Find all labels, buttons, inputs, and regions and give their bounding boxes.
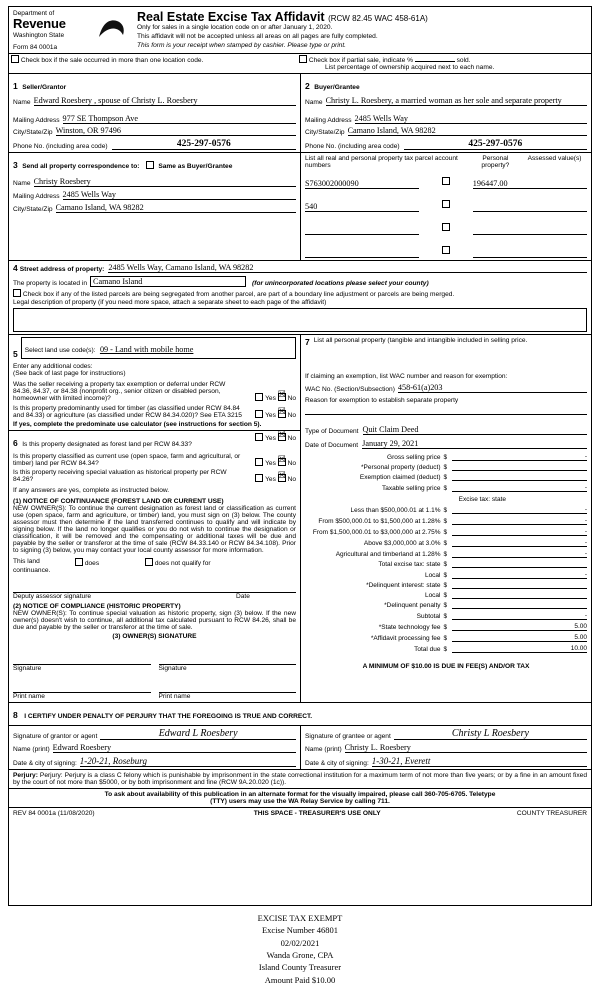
grantee-signature-value[interactable]: Christy L Roesbery (394, 728, 587, 740)
section5-number: 5 (13, 349, 18, 360)
same-as-buyer-checkbox[interactable] (146, 161, 154, 169)
legal-description-label: Legal description of property (if you need more space, attach a separate sheet to each page of the affidavit) (13, 299, 327, 307)
stamp-line-1: EXCISE TAX EXEMPT (257, 913, 343, 923)
section-1-seller (9, 74, 300, 152)
affidavit-form (8, 6, 592, 906)
owner-signature-field-2[interactable] (159, 652, 297, 665)
deputy-assessor-signature-label: Deputy assessor signature (13, 593, 92, 601)
section2-number: 2 (305, 81, 310, 92)
sections-5-7 (9, 335, 591, 702)
wac-number-label: WAC No. (Section/Subsection) (305, 386, 395, 394)
forest-land-question: Is this property designated as forest land per RCW 84.33? (22, 441, 192, 449)
section1-number: 1 (13, 81, 18, 92)
section-8: 8 I CERTIFY UNDER PENALTY OF PERJURY THAT THE FOREGOING IS TRUE AND CORRECT. Signature of grantor or agent Edward L Roesbery Name (print) Edward Roesbery Date & city of signing: 1-20-21, Roseburg Signature of grantee or agent Christy L Roesbery Name (print) Christy L. Roesbery Date & city of signing: 1-30-21, Everett Perjury: Perjury: Perjury is a class C felony which is punishable by imprisonment in the state correctional institution for a maximum term of not more than five years; or by a fine in an amount fixed by the court of not more than $5000, or by both imprisonment and fine (RCW 9A.20.020 (1c)). To ask about availability of this publication in an alternate format for the visually impaired, please call 360-705-6705. Teletype (TTY) users may use the WA Relay Service by calling 711. REV 84 0001a (11/08/2020) THIS SPACE - TREASURER'S USE ONLY COUNTY TREASURER (9, 702, 591, 819)
header-sub2: This affidavit will not be accepted unless all areas on all pages are fully completed. (137, 32, 378, 40)
table-row: *Delinquent penalty $ (305, 602, 587, 609)
table-row (305, 240, 587, 258)
ada-notice-line2: (TTY) users may use the WA Relay Service by calling 711. (210, 798, 390, 806)
stamp-line-3: 02/02/2021 (280, 937, 320, 948)
q2-no-checkbox[interactable] (278, 410, 286, 418)
ada-notice-line1: To ask about availability of this publication in an alternate format for the visually impaired, please call 360-705-6705. Teletype (104, 791, 496, 799)
additional-codes-note: (See back of last page for instructions) (13, 370, 126, 378)
grantor-date-label: Date & city of signing: (13, 760, 77, 768)
corr-mail-label: Mailing Address (13, 193, 60, 201)
table-row: Above $3,000,000 at 3.0% $ - (363, 539, 587, 548)
amount-value[interactable] (452, 598, 588, 599)
located-in-note: (for unincorporated locations please select your county) (252, 280, 429, 288)
assessed-value[interactable] (473, 211, 587, 212)
buyer-mail-label: Mailing Address (305, 117, 352, 125)
table-row (305, 217, 587, 235)
seller-phone-label: Phone No. (including area code) (13, 143, 108, 151)
title-citation: (RCW 82.45 WAC 458-61A) (328, 14, 428, 23)
grantee-print-label: Name (print) (305, 746, 342, 754)
amount-value[interactable]: - (452, 484, 588, 492)
historic-question: Is this property receiving special valuation as historical property per RCW 84.26? (13, 469, 227, 484)
grantor-print-label: Name (print) (13, 746, 50, 754)
dept-line3: Washington State (13, 32, 65, 40)
section-6: 6 Is this property designated as forest land per RCW 84.33? Yes ☒ No Is this property classified as current use (open space, farm and agricultural, or timber) land per RCW 84.34? Yes ☒ No Is this property receiving special valuation as historical property per RCW 84.26? Yes ☒ No If any answers are yes, complete as instructed below. (1) NOTICE OF CONTINUANCE (FOREST LAND OR CURRENT USE) NEW OWNER(S): To continue the current designation as forest land or classification as current use (open space, farm and agriculture, or timber) land, you must sign on (3) below. The county assessor must then determine if the land transferred continues to qualify and will indicate by signing below. If the land no longer qualifies or you do not wish to continue the designation or classification, it will be removed and the compensating or additional taxes will be due and payable by the seller or transferor at the time of sale (RCW 84.33.140 or RCW 84.34.108). Prior to signing (3) below, you may contact your local county assessor for more information. This land does does not qualify for continuance. Deputy assessor signature Date (2) NOTICE OF COMPLIANCE (HISTORIC PROPERTY) NEW OWNER(S): To continue special valuation as historic property, sign (3) below. If the new owner(s) doesn't wish to continue, all additional tax calculated pursuant to RCW 84.26, shall be due and payable by the seller or transferor at the time of sale. (3) OWNER(S) SIGNATURE Signature Signature Print name Print name (9, 431, 300, 702)
doc-date-label: Date of Document (305, 442, 359, 450)
seller-name-value[interactable]: Edward Roesbery , spouse of Christy L. Roesbery (34, 96, 296, 106)
table-row: Total excise tax: state $ (305, 561, 587, 568)
table-row: *State technology fee $ 5.00 (378, 623, 587, 632)
doc-type-value[interactable]: Quit Claim Deed (363, 425, 587, 435)
sections-1-2 (9, 74, 591, 153)
dept-line2: Revenue (13, 16, 66, 32)
exemption-reason-label: Reason for exemption to establish separate property (305, 397, 459, 405)
wac-number-value[interactable]: 458-61(a)203 (398, 383, 587, 393)
amount-value[interactable]: - (452, 612, 588, 620)
amount-value[interactable] (452, 608, 588, 609)
q1-no-checkbox[interactable] (278, 393, 286, 401)
buyer-name-value[interactable]: Christy L. Roesbery, a married woman as her sole and separate property (326, 96, 587, 106)
street-address-label: Street address of property: (19, 266, 105, 274)
parcel-number[interactable] (305, 234, 419, 235)
current-use-question: Is this property classified as current use (open space, farm and agricultural, or timber) land per RCW 84.34? (13, 453, 241, 468)
form-number: Form 84 0001a (13, 43, 58, 51)
amount-value[interactable]: 10.00 (452, 645, 588, 653)
land-use-label: Select land use code(s): (24, 347, 96, 355)
does-checkbox[interactable] (75, 558, 83, 566)
land-use-value[interactable]: 09 - Land with mobile home (99, 345, 194, 355)
exemption-claim-label: If claiming an exemption, list WAC number and reason for exemption: (305, 373, 508, 381)
table-row: From $1,500,000.01 to $3,000,000 at 2.75% $ - (312, 528, 587, 537)
grantor-date-value[interactable]: 1-20-21, Roseburg (80, 756, 296, 767)
buyer-phone-value[interactable]: 425-297-0576 (404, 139, 587, 150)
owner-print-label-1: Print name (13, 693, 45, 701)
section4-number: 4 (13, 263, 18, 274)
owner-signature-field-1[interactable] (13, 652, 151, 665)
multi-location-label: Check box if the sale occurred in more than one location code. (20, 57, 204, 65)
section6-number: 6 (13, 438, 18, 449)
seller-mail-label: Mailing Address (13, 117, 60, 125)
section1-title: Seller/Grantor (22, 84, 67, 92)
corr-city-value[interactable]: Camano Island, WA 98282 (56, 203, 296, 213)
owners-signature-title: (3) OWNER(S) SIGNATURE (112, 633, 197, 641)
page-title: Real Estate Excise Tax Affidavit (RCW 82.45 WAC 458-61A) (137, 10, 428, 24)
buyer-name-label: Name (305, 99, 323, 107)
same-as-buyer-label: Same as Buyer/Grantee (158, 163, 233, 171)
buyer-city-label: City/State/Zip (305, 129, 345, 137)
deputy-assessor-signature-field[interactable] (13, 580, 296, 593)
section-3 (9, 153, 591, 261)
header-sub3: This form is your receipt when stamped by cashier. Please type or print. (137, 41, 347, 49)
assessed-value[interactable] (473, 234, 587, 235)
section3-parcels (300, 153, 591, 260)
s6q3-no-checkbox[interactable] (278, 474, 286, 482)
grantor-signature-value[interactable]: Edward L Roesbery (100, 728, 296, 740)
buyer-phone-label: Phone No. (including area code) (305, 143, 400, 151)
notice-continuance-title: (1) NOTICE OF CONTINUANCE (FOREST LAND OR CURRENT USE) (13, 498, 224, 506)
table-row: Local $ - (424, 571, 587, 580)
owner-signature-label-2: Signature (158, 665, 187, 673)
amount-value[interactable] (452, 567, 588, 568)
amount-value[interactable] (452, 588, 588, 589)
s6q2-yes-checkbox[interactable] (255, 458, 263, 466)
partial-sale-tail: sold. (456, 57, 471, 65)
top-check-bar (9, 54, 591, 74)
table-row: From $500,000.01 to $1,500,000 at 1.28% $ - (318, 517, 587, 526)
segregation-label: Check box if any of the listed parcels are being segregated from another parcel, are part of a boundary line adjustment or parcels are being merged. (22, 291, 455, 299)
timber-question: Is this property predominantly used for timber (as classified under RCW 84.84 and 84.33) or agriculture (as classified under RCW 84.34.020)? See ETA 3215 (13, 405, 242, 420)
parcel-rows (305, 171, 587, 258)
revision-number: REV 84 0001a (11/08/2020) (13, 810, 95, 818)
amount-value[interactable]: - (452, 539, 588, 547)
q2-yes-checkbox[interactable] (255, 410, 263, 418)
treasurer-stamp (0, 912, 600, 986)
section3-left (9, 153, 300, 260)
personal-property-header: Personal property? (481, 155, 510, 170)
seller-city-label: City/State/Zip (13, 129, 53, 137)
assessed-value-header: Assessed value(s) (527, 155, 582, 163)
multi-location-checkbox[interactable] (11, 55, 19, 63)
if-yes-note: If any answers are yes, complete as instructed below. (13, 487, 170, 495)
grantee-date-label: Date & city of signing: (305, 760, 369, 768)
table-row: Less than $500,000.01 at 1.1% $ - (350, 506, 587, 515)
dept-line1: Department of (13, 10, 55, 17)
section3-title: Send all property correspondence to: (22, 163, 140, 171)
legal-description-box[interactable] (13, 308, 587, 332)
tax-calculation-table (305, 453, 587, 653)
table-row: *Affidavit processing fee $ 5.00 (370, 634, 587, 643)
s6q1-no-checkbox[interactable] (278, 433, 286, 441)
grantor-print-value[interactable]: Edward Roesbery (53, 743, 296, 753)
owner-print-field-1[interactable] (13, 680, 151, 693)
owner-print-field-2[interactable] (159, 680, 297, 693)
doc-date-value[interactable]: January 29, 2021 (362, 439, 587, 449)
agency-logo (13, 10, 131, 51)
amount-value[interactable]: - (452, 506, 588, 514)
notice-compliance-title: (2) NOTICE OF COMPLIANCE (HISTORIC PROPERTY) (13, 603, 181, 611)
table-row (305, 171, 587, 189)
amount-value[interactable]: - (452, 550, 588, 558)
owner-print-label-2: Print name (158, 693, 191, 701)
grantor-signature-label: Signature of grantor or agent (13, 733, 98, 741)
section-2-buyer (300, 74, 591, 152)
ownership-note: List percentage of ownership acquired next to each name. (325, 64, 495, 72)
partial-sale-checkbox[interactable] (299, 55, 307, 63)
left-column (9, 335, 300, 702)
exemption-question: Was the seller receiving a property tax exemption or deferral under RCW 84.36, 84.37, or 84.38 (nonprofit org., senior citizen or disabled person, homeowner with limited income)? (13, 381, 226, 403)
partial-sale-label: Check box if partial sale, indicate % (308, 57, 413, 65)
this-land-label: This land (13, 558, 40, 566)
stamp-line-5: Island County Treasurer (258, 962, 342, 973)
table-row: Agricultural and timberland at 1.28% $ - (335, 550, 587, 559)
assessed-value[interactable]: 196447.00 (473, 179, 587, 189)
treasurer-space-label: THIS SPACE - TREASURER'S USE ONLY (253, 810, 381, 818)
seller-name-label: Name (13, 99, 31, 107)
amount-value[interactable]: - (452, 517, 588, 525)
table-row: Subtotal $ - (416, 612, 587, 621)
located-in-label: The property is located in (13, 280, 88, 288)
personal-property-checkbox[interactable] (442, 200, 450, 208)
certify-statement: I CERTIFY UNDER PENALTY OF PERJURY THAT THE FOREGOING IS TRUE AND CORRECT. (24, 713, 313, 721)
grantee-signature-label: Signature of grantee or agent (305, 733, 391, 741)
owner-signature-label-1: Signature (13, 665, 42, 673)
notice-continuance-body: NEW OWNER(S): To continue the current designation as forest land or classification as current use (open space, farm and agriculture, or timber) land, you must sign on (3) below. The county assessor must then determine if the land transferred continues to qualify and will indicate by signing below. If the land no longer qualifies or you do not wish to continue the designation or classification, it will be removed and the compensating or additional taxes will be due and payable by the seller or transferor at the time of sale (RCW 84.33.140 or RCW 84.34.108). Prior to signing (3) below, you may contact your local county assessor for more information. (13, 505, 296, 555)
exemption-reason-field[interactable] (305, 404, 587, 415)
buyer-mail-value[interactable]: 2485 Wells Way (355, 114, 587, 124)
stamp-line-6: Amount Paid $10.00 (264, 974, 336, 985)
personal-property-checkbox[interactable] (442, 246, 450, 254)
perjury-statement: Perjury: Perjury is a class C felony which is punishable by imprisonment in the state correctional institution for a maximum term of not more than five years; or by a fine in an amount fixed by the court of not more than $5000, or by both imprisonment and fine (RCW 9A.20.020 (1c)). (13, 772, 587, 787)
grantee-date-value[interactable]: 1-30-21, Everett (372, 756, 587, 767)
parcel-number[interactable]: S763002000090 (305, 179, 419, 189)
buyer-city-value[interactable]: Camano Island, WA 98282 (348, 126, 587, 136)
segregation-checkbox[interactable] (13, 289, 21, 297)
section2-title: Buyer/Grantee (314, 84, 360, 92)
assessed-value[interactable] (473, 257, 587, 258)
table-row: Gross selling price $ - (387, 453, 587, 462)
table-row: Taxable selling price $ - (381, 484, 587, 493)
parcel-header: List all real and personal property tax parcel account numbers (305, 155, 458, 170)
amount-value[interactable]: - (452, 571, 588, 579)
continuance-label: continuance. (13, 567, 51, 575)
corr-city-label: City/State/Zip (13, 206, 53, 214)
grantee-print-value[interactable]: Christy L. Roesbery (345, 743, 587, 753)
notice-compliance-body: NEW OWNER(S): To continue special valuation as historic property, sign (3) below. If the new owner(s) doesn't wish to continue, all additional tax calculated pursuant to RCW 84.26, shall be due and payable by the seller or transferor at the time of sale. (13, 610, 296, 632)
section-4 (9, 261, 591, 335)
stamp-line-4: Wanda Grone, CPA (266, 949, 334, 960)
amount-value[interactable]: 5.00 (452, 634, 588, 642)
table-row: *Delinquent interest: state $ (305, 582, 587, 589)
personal-property-list-label: List all personal property (tangible and intangible included in selling price. (313, 337, 528, 345)
section3-number: 3 (13, 160, 18, 171)
minimum-due-note: A MINIMUM OF $10.00 IS DUE IN FEE(S) AND/OR TAX (362, 663, 530, 671)
personal-property-checkbox[interactable] (442, 177, 450, 185)
table-row: Excise tax: state (458, 496, 506, 504)
stamp-line-2: Excise Number 46801 (261, 925, 338, 936)
doc-type-label: Type of Document (305, 428, 359, 436)
state-seal-icon (97, 17, 127, 39)
county-treasurer-label: COUNTY TREASURER (516, 810, 587, 818)
section8-number: 8 (13, 710, 18, 721)
amount-value[interactable] (452, 480, 588, 481)
grantee-signature-block (300, 726, 591, 769)
amount-value[interactable] (452, 470, 588, 471)
table-row: Exemption claimed (deduct) $ (305, 474, 587, 481)
additional-codes-label: Enter any additional codes: (13, 363, 93, 371)
table-row: Total due $ 10.00 (414, 645, 587, 654)
form-header (9, 7, 591, 54)
does-not-checkbox[interactable] (145, 558, 153, 566)
amount-value[interactable]: - (452, 528, 588, 536)
corr-mail-value[interactable]: 2485 Wells Way (63, 190, 296, 200)
table-row (305, 194, 587, 212)
deputy-date-label: Date (236, 593, 250, 601)
parcel-number[interactable]: 540 (305, 202, 419, 212)
section7-number: 7 (305, 337, 310, 348)
s6q2-no-checkbox[interactable] (278, 458, 286, 466)
section-7 (300, 335, 591, 702)
s6q1-yes-checkbox[interactable] (255, 433, 263, 441)
q1-yes-checkbox[interactable] (255, 393, 263, 401)
seller-phone-value[interactable]: 425-297-0576 (112, 139, 296, 150)
section-5: 5 Select land use code(s): 09 - Land with mobile home Enter any additional codes: (See back of last page for instructions) Was the seller receiving a property tax exemption or deferral under RCW 84.36, 84.37, or 84.38 (nonprofit org., senior citizen or disabled person, homeowner with limited income)? Yes ☒ No Is this property predominantly used for timber (as classified under RCW 84.84 and 84.33) or agriculture (as classified under RCW 84.34.020)? See ETA 3215 Yes ☒ No If yes, complete the predominate use calculator (see instructions for section 5). (9, 335, 300, 431)
seller-city-value[interactable]: Winston, OR 97496 (56, 126, 296, 136)
located-in-value[interactable]: Camano Island (90, 276, 246, 287)
parcel-number[interactable] (305, 257, 419, 258)
table-row: Local $ (305, 592, 587, 599)
corr-name-label: Name (13, 180, 31, 188)
amount-value[interactable]: - (452, 453, 588, 461)
predominate-use-note: If yes, complete the predominate use calculator (see instructions for section 5). (13, 421, 262, 429)
grantor-signature-block (9, 726, 300, 769)
corr-name-value[interactable]: Christy Roesbery (34, 177, 296, 187)
table-row: *Personal property (deduct) $ (305, 464, 587, 471)
s6q3-yes-checkbox[interactable] (255, 474, 263, 482)
street-address-value[interactable]: 2485 Wells Way, Camano Island, WA 98282 (108, 263, 587, 273)
seller-mail-value[interactable]: 977 SE Thompson Ave (63, 114, 296, 124)
personal-property-checkbox[interactable] (442, 223, 450, 231)
header-sub1: Only for sales in a single location code on or after January 1, 2020. (137, 24, 333, 31)
amount-value[interactable]: 5.00 (452, 623, 588, 631)
